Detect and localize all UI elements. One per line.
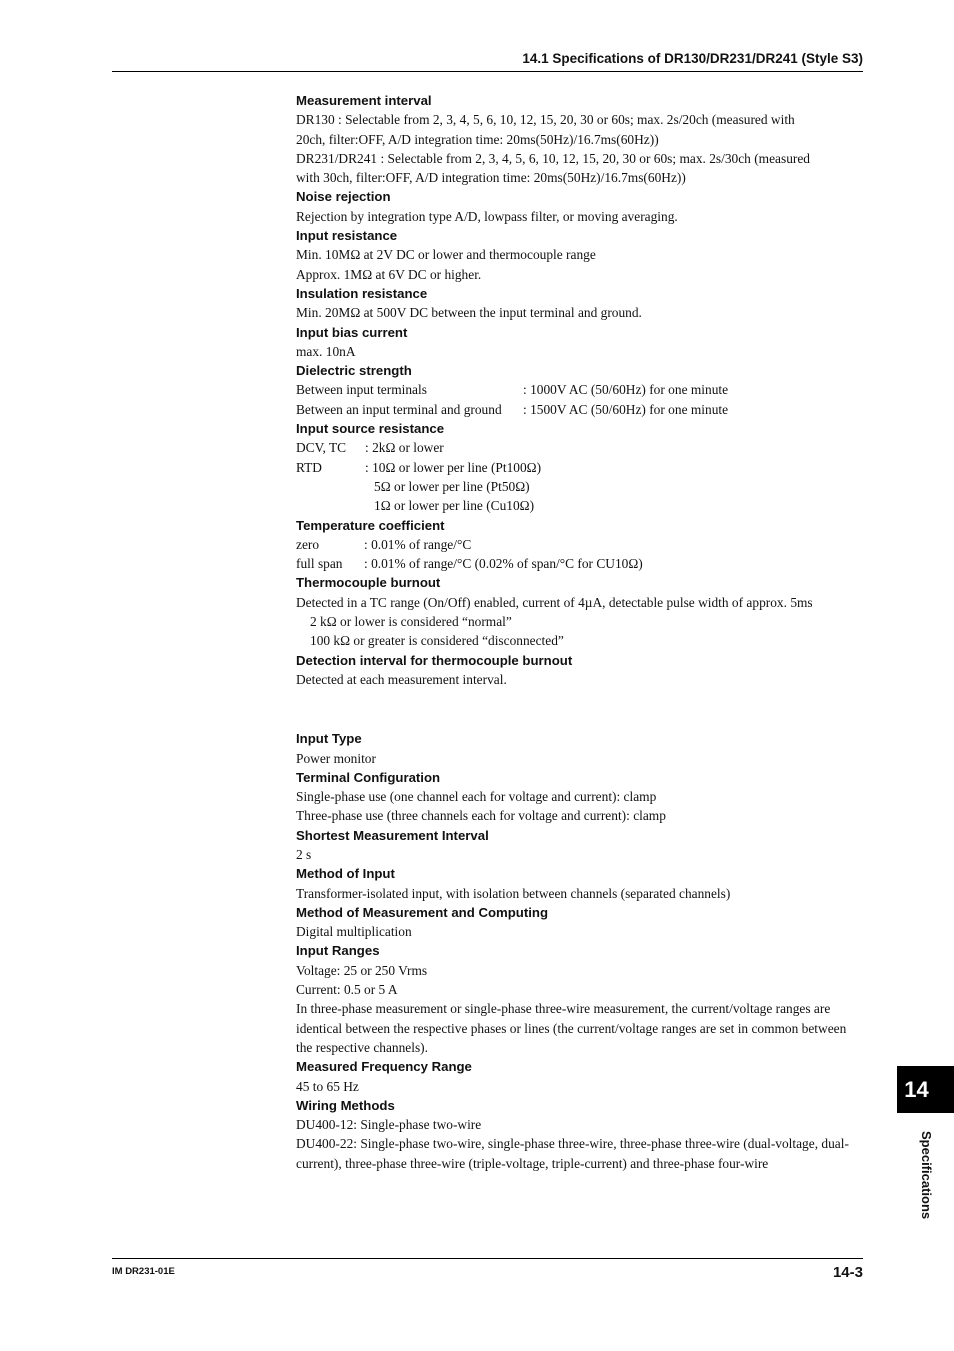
chapter-tab: 14 [897,1066,954,1113]
row-label: full span [296,556,343,572]
heading-input-source-resistance: Input source resistance [296,421,445,437]
footer-rule [112,1258,863,1259]
heading-method-of-measurement: Method of Measurement and Computing [296,904,549,920]
spec-line: Rejection by integration type A/D, lowpass filter, or moving averaging. [296,208,678,224]
spec-line: 20ch, filter:OFF, A/D integration time: 20ms(50Hz)/16.7ms(60Hz)) [296,131,659,147]
heading-input-bias-current: Input bias current [296,324,408,340]
heading-terminal-configuration: Terminal Configuration [296,769,441,785]
heading-insulation-resistance: Insulation resistance [296,285,428,301]
page-header-title: 14.1 Specifications of DR130/DR231/DR241 (Style S3) [522,51,863,66]
footer-doc-id: IM DR231-01E [112,1266,175,1277]
row-value: : 0.01% of range/°C (0.02% of span/°C for CU10Ω) [364,556,643,572]
row-value: : 1500V AC (50/60Hz) for one minute [523,401,729,417]
spec-line: Digital multiplication [296,924,412,940]
spec-row [296,458,864,477]
header-rule [112,71,863,72]
chapter-tab-label: Specifications [919,1131,934,1220]
row-label: DCV, TC [296,440,347,456]
spec-line: 2 s [296,846,312,862]
heading-input-resistance: Input resistance [296,228,398,244]
heading-wiring-methods: Wiring Methods [296,1097,395,1113]
spec-row [296,554,864,573]
heading-thermocouple-burnout: Thermocouple burnout [296,575,441,591]
spec-row [296,380,864,399]
row-label: RTD [296,459,322,475]
row-label: Between input terminals [296,382,427,398]
section-gap [296,689,864,729]
row-value: : 0.01% of range/°C [364,536,472,552]
spec-line: 2 kΩ or lower is considered “normal” [310,614,512,630]
spec-content [296,91,864,1173]
spec-line: DU400-12: Single-phase two-wire [296,1117,482,1133]
spec-row [296,438,864,457]
heading-method-of-input: Method of Input [296,866,395,882]
spec-line: Single-phase use (one channel each for voltage and current): clamp [296,789,657,805]
heading-frequency-range: Measured Frequency Range [296,1059,472,1075]
heading-input-type: Input Type [296,731,362,747]
spec-line: with 30ch, filter:OFF, A/D integration time: 20ms(50Hz)/16.7ms(60Hz)) [296,170,686,186]
heading-detection-interval: Detection interval for thermocouple burnout [296,652,573,668]
spec-line: Voltage: 25 or 250 Vrms [296,962,428,978]
spec-line: Min. 10MΩ at 2V DC or lower and thermocouple range [296,247,596,263]
spec-line: Current: 0.5 or 5 A [296,982,398,998]
heading-measurement-interval: Measurement interval [296,93,432,108]
row-label: zero [296,536,320,552]
row-value: : 2kΩ or lower [365,440,444,456]
spec-line: DR231/DR241 : Selectable from 2, 3, 4, 5, 6, 10, 12, 15, 20, 30 or 60s; max. 2s/30ch (measured [296,150,810,166]
spec-line: DR130 : Selectable from 2, 3, 4, 5, 6, 10, 12, 15, 20, 30 or 60s; max. 2s/20ch (measured with [296,112,795,128]
spec-line: max. 10nA [296,343,356,359]
spec-line: 5Ω or lower per line (Pt50Ω) [374,478,530,494]
heading-noise-rejection: Noise rejection [296,189,391,205]
heading-input-ranges: Input Ranges [296,943,380,959]
heading-temperature-coefficient: Temperature coefficient [296,517,445,533]
row-value: : 10Ω or lower per line (Pt100Ω) [365,459,542,475]
spec-row [296,400,864,419]
spec-line: Approx. 1MΩ at 6V DC or higher. [296,266,482,282]
spec-line: 45 to 65 Hz [296,1078,359,1094]
spec-line: Min. 20MΩ at 500V DC between the input terminal and ground. [296,305,642,321]
spec-line: Detected in a TC range (On/Off) enabled, current of 4µA, detectable pulse width of approx. 5ms [296,594,813,610]
spec-paragraph: In three-phase measurement or single-phase three-wire measurement, the current/voltage ranges are identical between the respective phases or lines (the current/voltage ranges are set in common between the respective channels). [296,1001,847,1055]
spec-line: Three-phase use (three channels each for voltage and current): clamp [296,808,666,824]
heading-dielectric-strength: Dielectric strength [296,363,412,379]
heading-shortest-interval: Shortest Measurement Interval [296,827,489,843]
spec-line: Power monitor [296,750,376,766]
spec-line: Detected at each measurement interval. [296,671,507,687]
row-value: : 1000V AC (50/60Hz) for one minute [523,382,729,398]
row-label: Between an input terminal and ground [296,401,502,417]
spec-paragraph: DU400-22: Single-phase two-wire, single-phase three-wire, three-phase three-wire (dual-voltage, dual-current), three-phase three-wire (triple-voltage, triple-current) and three-phase four-wire [296,1136,849,1171]
spec-row [296,535,864,554]
footer-page-number: 14-3 [832,1264,863,1281]
spec-line: 100 kΩ or greater is considered “disconnected” [310,633,564,649]
spec-line: 1Ω or lower per line (Cu10Ω) [374,498,535,514]
spec-line: Transformer-isolated input, with isolation between channels (separated channels) [296,885,731,901]
